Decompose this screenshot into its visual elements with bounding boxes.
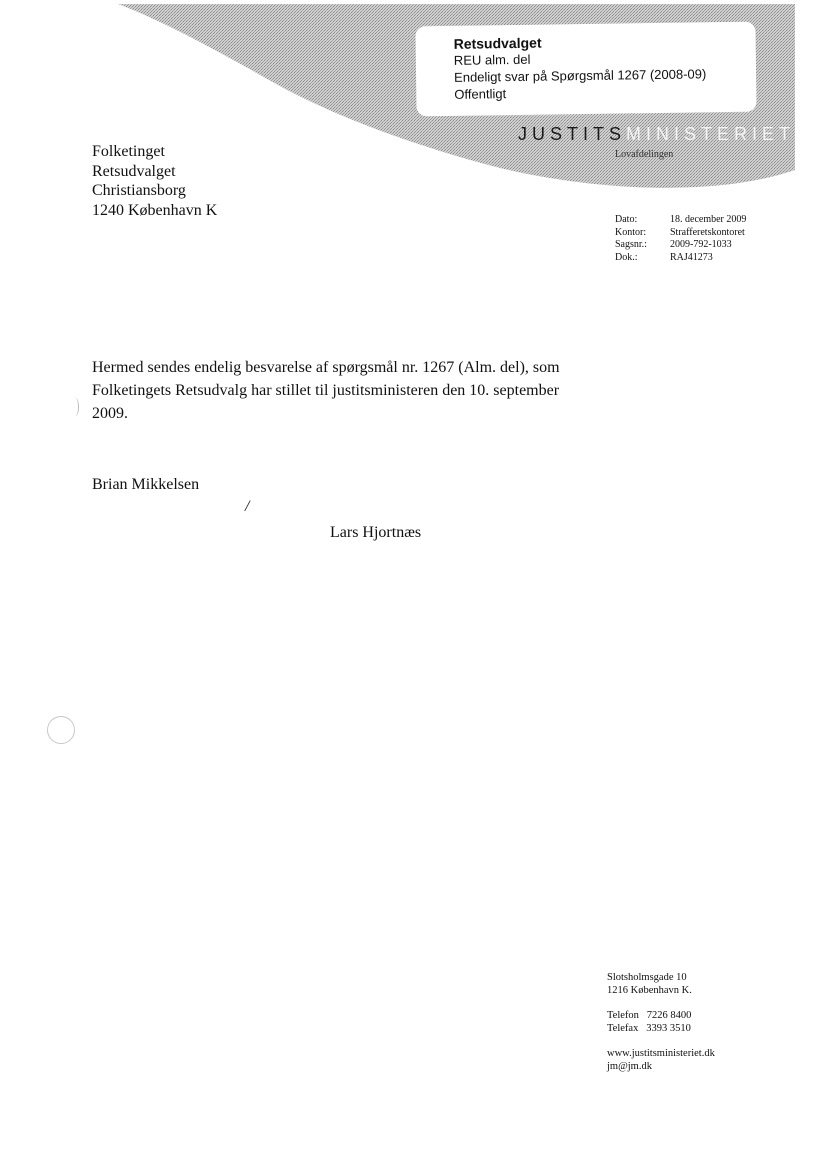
meta-label: Kontor: — [615, 226, 647, 238]
ministry-logo — [518, 124, 795, 145]
recipient-address — [92, 142, 217, 220]
meta-value: Strafferetskontoret — [670, 226, 745, 238]
meta-label: Sagsnr.: — [615, 239, 647, 250]
footer-city: 1216 København K. — [607, 984, 692, 996]
stamp-status: Offentligt — [454, 86, 507, 102]
recipient-line: Retsudvalget — [92, 162, 176, 180]
footer-website: www.justitsministeriet.dk — [607, 1048, 715, 1059]
footer-phone: Telefon 7226 8400 — [607, 1010, 692, 1021]
scan-mark — [72, 398, 79, 416]
signature-official: Lars Hjortnæs — [330, 524, 422, 541]
recipient-line: Folketinget — [92, 143, 165, 160]
department-name: Lovafdelingen — [615, 149, 674, 160]
footer-street: Slotsholmsgade 10 — [607, 972, 687, 983]
meta-label: Dato: — [615, 214, 638, 225]
logo-light-part: MINISTERIET — [626, 124, 796, 144]
stamp-reference: REU alm. del — [453, 51, 531, 68]
meta-row-case-number — [615, 239, 746, 252]
meta-row-office — [615, 227, 746, 240]
meta-row-document — [615, 252, 746, 265]
signature-minister: Brian Mikkelsen — [92, 476, 200, 493]
recipient-line: 1240 København K — [92, 201, 218, 219]
meta-row-date — [615, 214, 746, 227]
punch-hole-mark — [47, 716, 75, 744]
footer-email: jm@jm.dk — [607, 1060, 652, 1072]
meta-value: RAJ41273 — [670, 251, 713, 263]
ministry-contact-footer — [607, 972, 715, 1073]
meta-value: 18. december 2009 — [670, 214, 747, 225]
meta-label: Dok.: — [615, 251, 638, 263]
recipient-line: Christiansborg — [92, 182, 186, 199]
archive-stamp — [415, 22, 756, 117]
footer-fax: Telefax 3393 3510 — [607, 1022, 691, 1034]
letter-body: Hermed sendes endelig besvarelse af spørgsmål nr. 1267 (Alm. del), som Folketingets Retsudvalg har stillet til justitsministeren den 10. september 2009. — [92, 359, 560, 422]
logo-dark-part: JUSTITS — [518, 124, 627, 144]
stamp-subject: Endeligt svar på Spørgsmål 1267 (2008-09) — [453, 66, 707, 85]
meta-value: 2009-792-1033 — [670, 239, 732, 250]
document-metadata — [615, 214, 746, 264]
signature-separator: / — [245, 498, 250, 515]
stamp-committee: Retsudvalget — [453, 34, 542, 52]
